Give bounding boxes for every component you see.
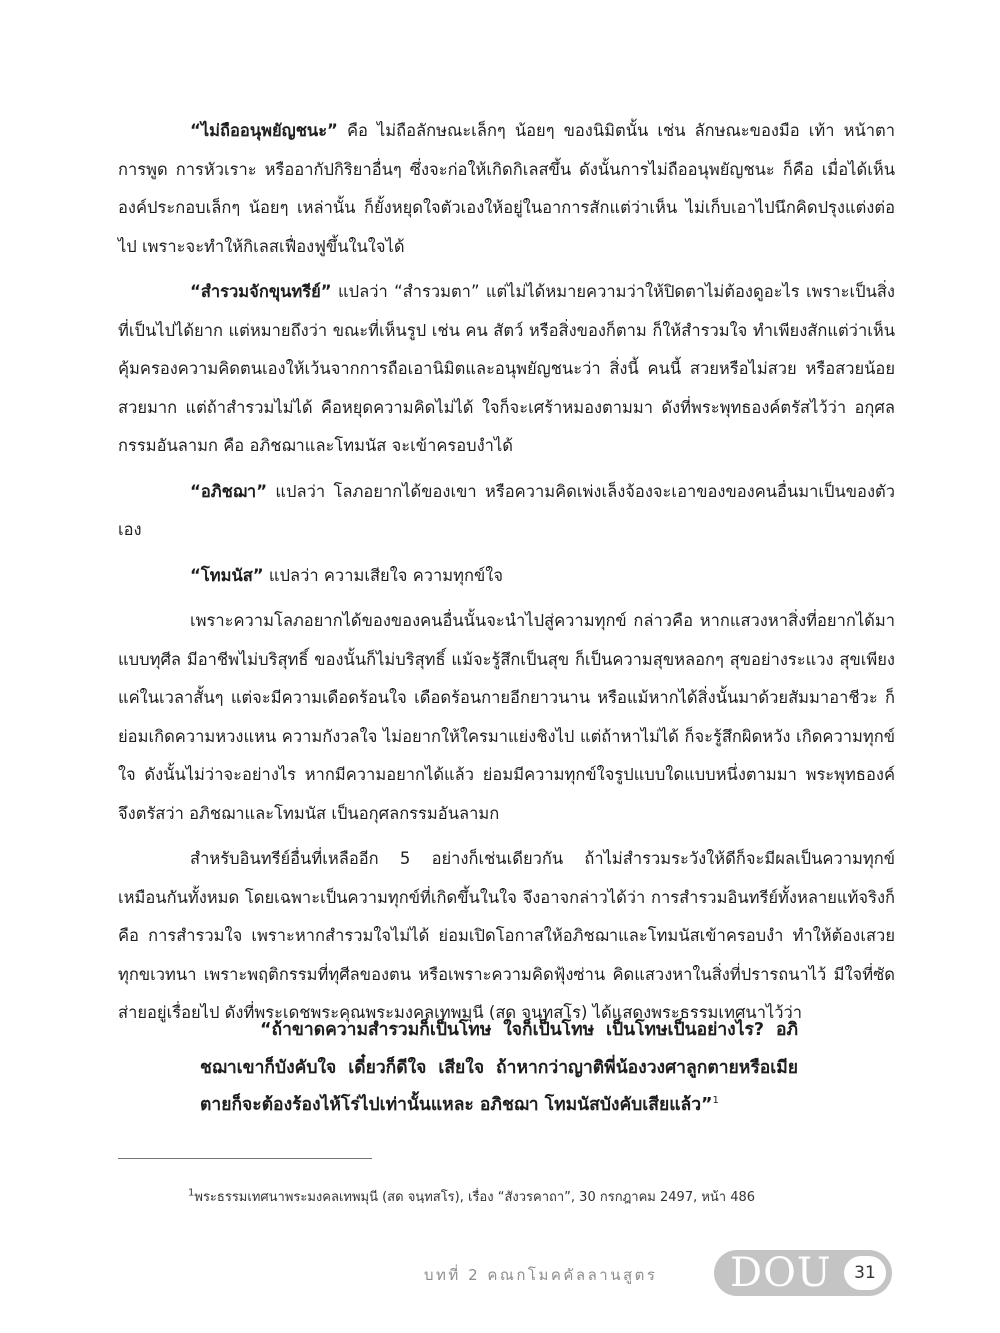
term-heading: “อภิชฌา” (190, 481, 268, 501)
dou-logo-text: DOU (730, 1250, 832, 1296)
block-quote (200, 1012, 798, 1125)
paragraph-body: แปลว่า โลภอยากได้ของเขา หรือความคิดเพ่งเล็งจ้องจะเอาของของคนอื่นมาเป็นของตัวเอง (118, 481, 895, 539)
term-heading: “โทมนัส” (190, 565, 264, 585)
quote-text: “ถ้าขาดความสำรวมก็เป็นโทษ ใจก็เป็นโทษ เป็นโทษเป็นอย่างไร? อภิชฌาเขาก็บังคับใจ เดี๋ยวก็ดีใจ เสียใจ ถ้าหากว่าญาติพี่น้องวงศาลูกตายหรือเมียตายก็จะต้องร้องไห้โร่ไปเท่านั้นแหละ อภิชฌา โทมนัสบังคับเสียแล้ว” (200, 1020, 798, 1115)
term-heading: “สำรวมจักขุนทรีย์” (190, 282, 332, 301)
footnote (188, 1186, 755, 1207)
paragraph-greed-suffering (118, 602, 895, 833)
main-text (118, 112, 895, 1040)
footnote-text: พระธรรมเทศนาพระมงคลเทพมุนี (สด จนฺทสโร), เรื่อง “สังวรคาถา”, 30 กรกฎาคม 2497, หน้า 486 (194, 1190, 756, 1205)
paragraph-body: เพราะความโลภอยากได้ของของคนอื่นนั้นจะนำไปสู่ความทุกข์ กล่าวคือ หากแสวงหาสิ่งที่อยากได้มาแบบทุศีล มีอาชีพไม่บริสุทธิ์ ของนั้นก็ไม่บริสุทธิ์ แม้จะรู้สึกเป็นสุข ก็เป็นความสุขหลอกๆ สุขอย่างระแวง สุขเพียงแค่ในเวลาสั้นๆ แต่จะมีความเดือดร้อนใจ เดือดร้อนกายอีกยาวนาน หรือแม้หากได้สิ่งนั้นมาด้วยสัมมาอาชีวะ ก็ย่อมเกิดความหวงแหน ความกังวลใจ ไม่อยากให้ใครมาแย่งชิงไป แต่ถ้าหาไม่ได้ ก็จะรู้สึกผิดหวัง เกิดความทุกข์ใจ ดังนั้นไม่ว่าจะอย่างไร หากมีความอยากได้แล้ว ย่อมมีความทุกข์ใจรูปแบบใดแบบหนึ่งตามมา พระพุทธองค์จึงตรัสว่า อภิชฌาและโทมนัส เป็นอกุศลกรรมอันลามก (118, 611, 895, 823)
paragraph-body: สำหรับอินทรีย์อื่นที่เหลืออีก 5 อย่างก็เช่นเดียวกัน ถ้าไม่สำรวมระวังให้ดีก็จะมีผลเป็นความทุกข์เหมือนกันทั้งหมด โดยเฉพาะเป็นความทุกข์ที่เกิดขึ้นในใจ จึงอาจกล่าวได้ว่า การสำรวมอินทรีย์ทั้งหลายแท้จริงก็คือ การสำรวมใจ เพราะหากสำรวมใจไม่ได้ ย่อมเปิดโอกาสให้อภิชฌาและโทมนัสเข้าครอบงำ ทำให้ต้องเสวยทุกขเวทนา เพราะพฤติกรรมที่ทุศีลของตน หรือเพราะความคิดฟุ้งซ่าน คิดแสวงหาในสิ่งที่ปรารถนาไว้ มีใจที่ซัดส่ายอยู่เรื่อยไป ดังที่พระเดชพระคุณพระมงคลเทพมุนี (สด จนฺทสโร) ได้แสดงพระธรรมเทศนาไว้ว่า (118, 849, 895, 1022)
paragraph-aphichcha (118, 473, 895, 550)
page-badge (714, 1250, 892, 1296)
paragraph-body: แปลว่า ความเสียใจ ความทุกข์ใจ (263, 565, 504, 585)
footnote-divider (118, 1158, 372, 1159)
paragraph-body: แปลว่า “สำรวมตา” แต่ไม่ได้หมายความว่าให้ปิดตาไม่ต้องดูอะไร เพราะเป็นสิ่งที่เป็นไปได้ยาก แต่หมายถึงว่า ขณะที่เห็นรูป เช่น คน สัตว์ หรือสิ่งของก็ตาม ก็ให้สำรวมใจ ทำเพียงสักแต่ว่าเห็น คุ้มครองความคิดตนเองให้เว้นจากการถือเอานิมิตและอนุพยัญชนะว่า สิ่งนี้ คนนี้ สวยหรือไม่สวย หรือสวยน้อย สวยมาก แต่ถ้าสำรวมไม่ได้ คือหยุดความคิดไม่ได้ ใจก็จะเศร้าหมองตามมา ดังที่พระพุทธองค์ตรัสไว้ว่า อกุศลกรรมอันลามก คือ อภิชฌาและโทมนัส จะเข้าครอบงำได้ (118, 282, 895, 455)
running-chapter-title: บทที่ 2 คณกโมคคัลลานสูตร (424, 1266, 658, 1284)
paragraph-other-senses (118, 840, 895, 1033)
paragraph-body: คือ ไม่ถือลักษณะเล็กๆ น้อยๆ ของนิมิตนั้น เช่น ลักษณะของมือ เท้า หน้าตา การพูด การหัวเราะ หรืออากัปกิริยาอื่นๆ ซึ่งจะก่อให้เกิดกิเลสขึ้น ดังนั้นการไม่ถืออนุพยัญชนะ ก็คือ เมื่อได้เห็นองค์ประกอบเล็กๆ น้อยๆ เหล่านั้น ก็ยั้งหยุดใจตัวเองให้อยู่ในอาการสักแต่ว่าเห็น ไม่เก็บเอาไปนึกคิดปรุงแต่งต่อไป เพราะจะทำให้กิเลสเฟื่องฟูขึ้นในใจได้ (118, 121, 895, 256)
footnote-reference[interactable]: 1 (712, 1095, 719, 1107)
paragraph-anupayanchana (118, 112, 895, 266)
paragraph-thommanat (118, 557, 895, 596)
paragraph-chakkhunthari (118, 273, 895, 466)
page-number: 31 (844, 1256, 886, 1290)
term-heading: “ไม่ถืออนุพยัญชนะ” (190, 121, 338, 140)
footnote-number: 1 (188, 1187, 195, 1199)
